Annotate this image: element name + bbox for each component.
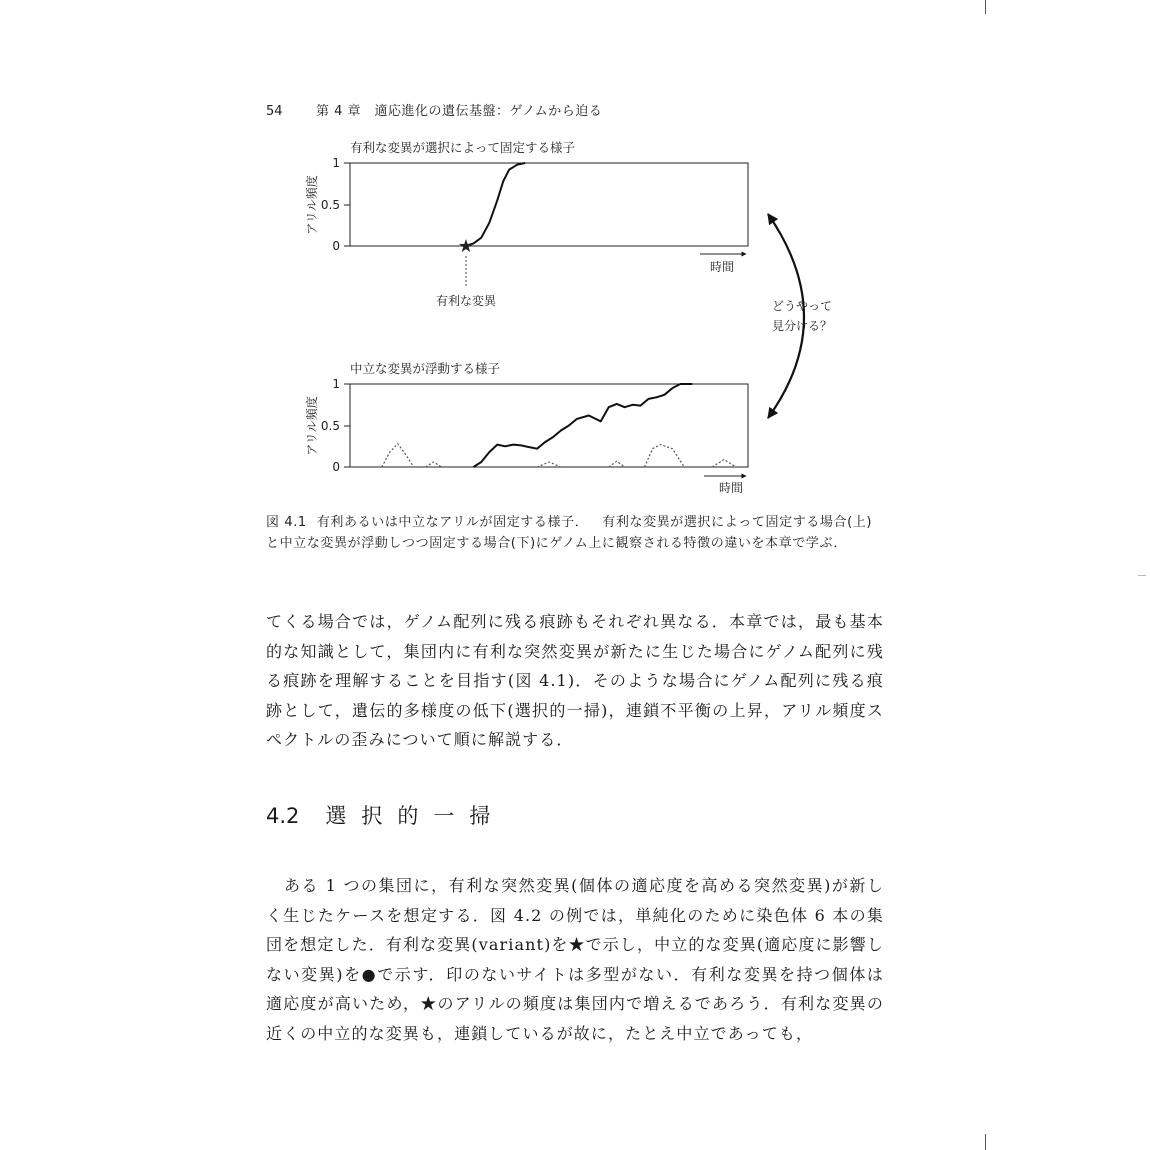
top-ytick-05: 0.5 — [320, 198, 340, 212]
top-plot-frame — [350, 163, 748, 246]
bottom-series-group — [382, 384, 736, 467]
star-label: 有利な変異 — [435, 294, 497, 308]
top-panel-title: 有利な変異が選択によって固定する様子 — [350, 140, 576, 155]
bottom-series-line-4 — [609, 461, 625, 467]
crop-mark-bottom — [985, 1134, 986, 1150]
compare-double-arrow — [768, 214, 804, 418]
caption-label: 図 4.1 — [266, 515, 307, 530]
figure-4-1 — [0, 0, 1150, 510]
top-series-line-0 — [465, 163, 525, 246]
bottom-ytick-05: 0.5 — [320, 419, 340, 433]
bottom-series-line-1 — [382, 444, 414, 467]
bottom-ytick-1: 1 — [332, 377, 340, 391]
bottom-panel-title: 中立な変異が浮動する様子 — [350, 361, 501, 376]
top-ytick-1: 1 — [332, 156, 340, 170]
top-series-group — [465, 163, 525, 246]
chapter-title: 第 4 章 適応進化の遺伝基盤：ゲノムから迫る — [316, 104, 603, 119]
bottom-plot-frame — [350, 384, 748, 467]
body-paragraph-1: てくる場合では，ゲノム配列に残る痕跡もそれぞれ異なる．本章では，最も基本的な知識として，集団内に有利な突然変異が新たに生じた場合にゲノム配列に残る痕跡を理解することを目指す(図 4.1)．そのような場合にゲノム配列に残る痕跡として，遺伝的多様度の低下(選択的一掃)，連鎖不平衡の上昇，アリル頻度スペクトルの歪みについて順に解説する． — [266, 612, 884, 750]
body-paragraph-2: ある 1 つの集団に，有利な突然変異(個体の適応度を高める突然変異)が新しく生じたケースを想定する．図 4.2 の例では，単純化のために染色体 6 本の集団を想定した．有利な変異(variant)を★で示し，中立的な変異(適応度に影響しない変異)を●で示す．印のないサイトは多型がない．有利な変異を持つ個体は適応度が高いため，★のアリルの頻度は集団内で増えるであろう．有利な変異の近くの中立的な変異も，連鎖しているが故に，たとえ中立であっても， — [266, 876, 884, 1043]
crop-mark-right — [1138, 575, 1146, 576]
bottom-series-line-3 — [537, 462, 561, 467]
caption-title: 有利あるいは中立なアリルが固定する様子． — [316, 515, 589, 530]
section-heading — [266, 800, 505, 830]
section-name: 選択的一掃 — [325, 804, 506, 828]
bottom-series-line-6 — [712, 460, 736, 468]
bottom-series-line-0 — [473, 384, 692, 467]
caption-body: 有利な変異が選択によって固定する場合(上)と中立な変異が浮動しつつ固定する場合(下)にゲノム上に観察される特徴の違いを本章で学ぶ． — [266, 515, 873, 551]
bottom-series-line-2 — [426, 462, 442, 467]
bottom-ylabel: アリル頻度 — [305, 396, 319, 456]
bottom-series-line-5 — [645, 445, 685, 467]
figure-caption — [266, 512, 884, 554]
section-number: 4.2 — [266, 804, 300, 828]
question-line1: どうやって — [771, 299, 833, 313]
page-number: 54 — [266, 104, 283, 119]
question-line2: 見分ける？ — [771, 319, 833, 333]
top-xlabel: 時間 — [709, 260, 735, 274]
bottom-ytick-0: 0 — [332, 460, 340, 474]
top-ylabel: アリル頻度 — [305, 175, 319, 235]
bottom-xlabel: 時間 — [718, 481, 744, 495]
star-icon: ★ — [457, 236, 475, 257]
top-ytick-0: 0 — [332, 239, 340, 253]
